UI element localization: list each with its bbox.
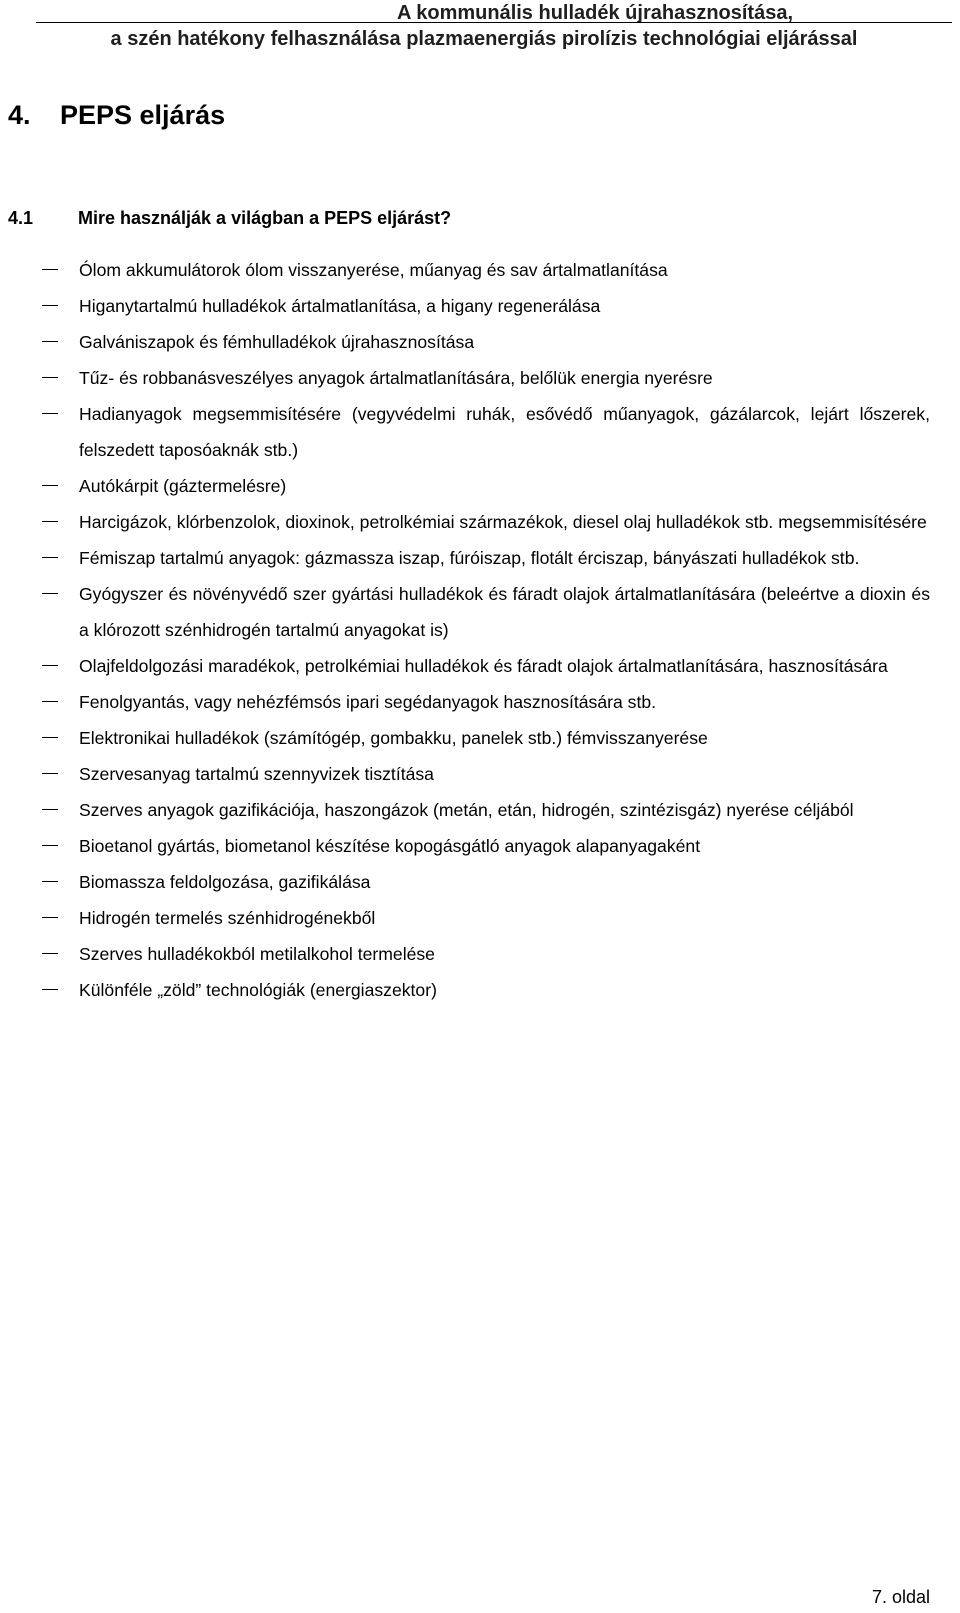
list-item-text: Szervesanyag tartalmú szennyvizek tisztítása [79, 764, 434, 784]
list-item [0, 720, 960, 756]
list-item [0, 324, 960, 360]
dash-bullet-icon [42, 305, 58, 306]
list-item-text: Ólom akkumulátorok ólom visszanyerése, műanyag és sav ártalmatlanítása [79, 260, 668, 280]
dash-bullet-icon [42, 845, 58, 846]
dash-bullet-icon [42, 377, 58, 378]
section-number: 4.1 [8, 208, 34, 228]
list-item-text: Hadianyagok megsemmisítésére (vegyvédelmi ruhák, esővédő műanyagok, gázálarcok, lejárt lőszerek, felszedett taposóaknák stb.) [79, 404, 930, 460]
list-item [0, 540, 960, 576]
list-item-text: Biomassza feldolgozása, gazifikálása [79, 872, 371, 892]
header-line-1: A kommunális hulladék újrahasznosítása, [396, 2, 794, 24]
dash-bullet-icon [42, 773, 58, 774]
list-item-text: Higanytartalmú hulladékok ártalmatlanítása, a higany regenerálása [79, 296, 601, 316]
list-item-text: Harcigázok, klórbenzolok, dioxinok, petrolkémiai származékok, diesel olaj hulladékok stb. megsemmisítésére [79, 512, 927, 532]
header-rule [36, 22, 952, 23]
list-item-text: Olajfeldolgozási maradékok, petrolkémiai hulladékok és fáradt olajok ártalmatlanítására, hasznosítására [79, 656, 888, 676]
dash-bullet-icon [42, 953, 58, 954]
list-item [0, 756, 960, 792]
usage-list [0, 252, 960, 1008]
list-item-text: Szerves anyagok gazifikációja, haszongázok (metán, etán, hidrogén, szintézisgáz) nyerése céljából [79, 800, 854, 820]
dash-bullet-icon [42, 881, 58, 882]
list-item [0, 936, 960, 972]
list-item-text: Fémiszap tartalmú anyagok: gázmassza iszap, fúróiszap, flotált érciszap, bányászati hulladékok stb. [79, 548, 860, 568]
list-item [0, 972, 960, 1008]
list-item-text: Gyógyszer és növényvédő szer gyártási hulladékok és fáradt olajok ártalmatlanítására (beleértve a dioxin és a klórozott szénhidrogén tartalmú anyagokat is) [79, 584, 930, 640]
dash-bullet-icon [42, 917, 58, 918]
header-line-2: a szén hatékony felhasználása plazmaenergiás pirolízis technológiai eljárással [110, 28, 858, 50]
section-title: Mire használják a világban a PEPS eljárást? [78, 208, 452, 228]
list-item [0, 360, 960, 396]
list-item [0, 648, 960, 684]
dash-bullet-icon [42, 341, 58, 342]
dash-bullet-icon [42, 593, 58, 594]
list-item-text: Bioetanol gyártás, biometanol készítése kopogásgátló anyagok alapanyagaként [79, 836, 701, 856]
list-item [0, 252, 960, 288]
dash-bullet-icon [42, 809, 58, 810]
list-item [0, 576, 960, 648]
dash-bullet-icon [42, 269, 58, 270]
list-item-text: Különféle „zöld” technológiák (energiaszektor) [79, 980, 437, 1000]
list-item [0, 900, 960, 936]
list-item-text: Szerves hulladékokból metilalkohol termelése [79, 944, 435, 964]
list-item [0, 792, 960, 828]
dash-bullet-icon [42, 665, 58, 666]
dash-bullet-icon [42, 485, 58, 486]
chapter-title: PEPS eljárás [60, 100, 226, 130]
list-item-text: Tűz- és robbanásveszélyes anyagok ártalmatlanítására, belőlük energia nyerésre [79, 368, 713, 388]
section-heading [8, 206, 451, 230]
dash-bullet-icon [42, 737, 58, 738]
dash-bullet-icon [42, 413, 58, 414]
list-item [0, 864, 960, 900]
page-number: 7. oldal [871, 1587, 930, 1607]
list-item [0, 288, 960, 324]
list-item [0, 468, 960, 504]
list-item [0, 828, 960, 864]
list-item-text: Elektronikai hulladékok (számítógép, gombakku, panelek stb.) fémvisszanyerése [79, 728, 708, 748]
dash-bullet-icon [42, 521, 58, 522]
list-item [0, 396, 960, 468]
dash-bullet-icon [42, 701, 58, 702]
dash-bullet-icon [42, 989, 58, 990]
list-item-text: Fenolgyantás, vagy nehézfémsós ipari segédanyagok hasznosítására stb. [79, 692, 657, 712]
list-item-text: Galvániszapok és fémhulladékok újrahasznosítása [79, 332, 475, 352]
list-item-text: Autókárpit (gáztermelésre) [79, 476, 287, 496]
dash-bullet-icon [42, 557, 58, 558]
chapter-heading [8, 98, 225, 132]
list-item [0, 504, 960, 540]
chapter-number: 4. [8, 100, 31, 130]
running-header [0, 0, 960, 52]
list-item [0, 684, 960, 720]
list-item-text: Hidrogén termelés szénhidrogénekből [79, 908, 376, 928]
